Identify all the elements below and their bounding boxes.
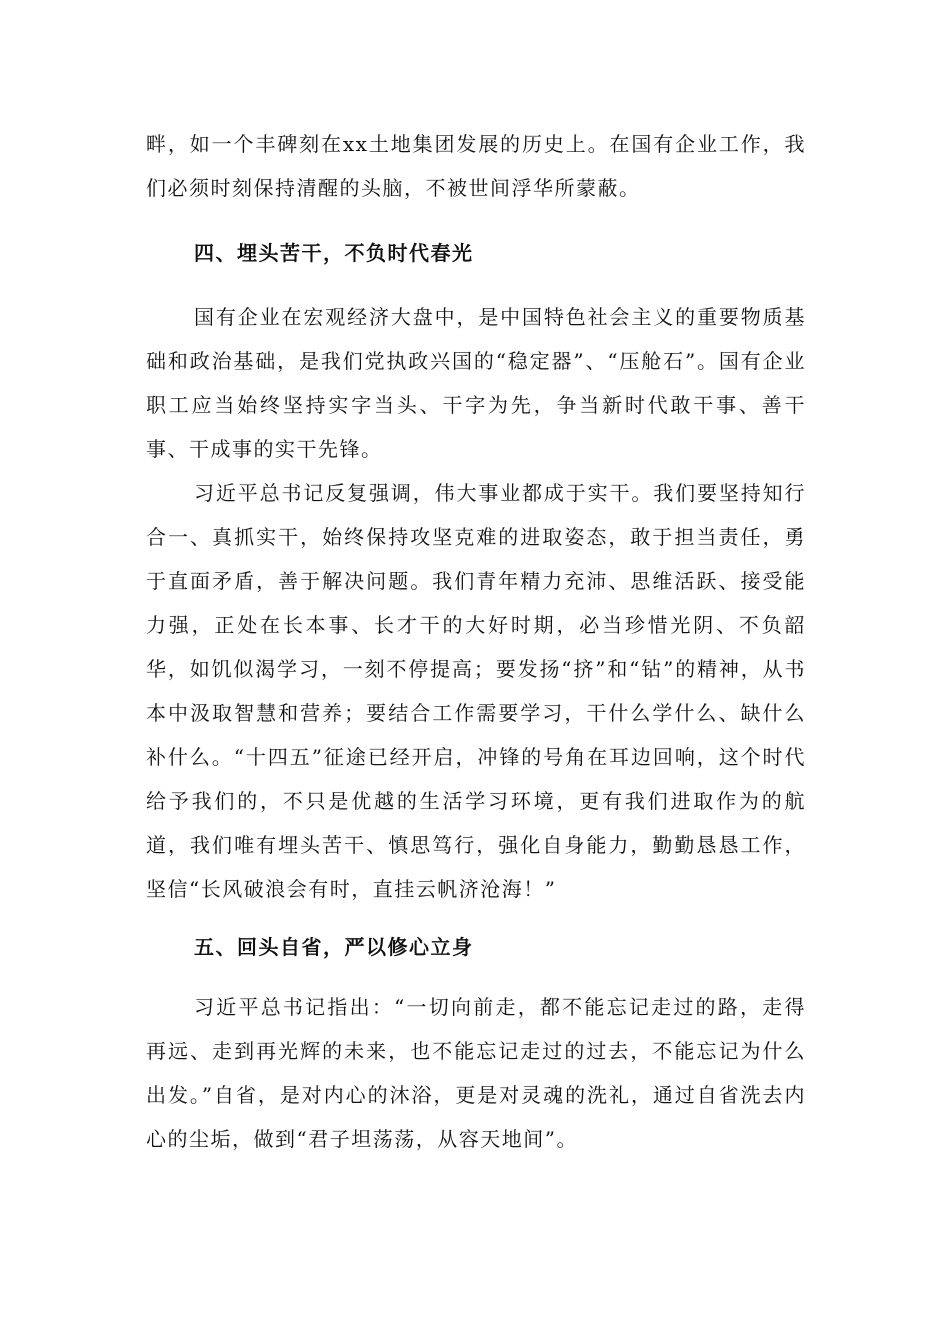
section-heading-5: 五、回头自省，严以修心立身 [194, 935, 474, 959]
spacer [146, 911, 806, 925]
paragraph-hard-work: 习近平总书记反复强调，伟大事业都成于实干。我们要坚持知行合一、真抓实干，始终保持攻坚克难的进取姿态，敢于担当责任，勇于直面矛盾，善于解决问题。我们青年精力充沛、思维活跃、接受能力强，正处在长本事、长才干的大好时期，必当珍惜光阴、不负韶华，如饥似渴学习，一刻不停提高；要发扬“挤”和“钻”的精神，从书本中汲取智慧和营养；要结合工作需要学习，干什么学什么、缺什么补什么。“十四五”征途已经开启，冲锋的号角在耳边回响，这个时代给予我们的，不只是优越的生活学习环境，更有我们进取作为的航道，我们唯有埋头苦干、慎思笃行，强化自身能力，勤勤恳恳工作，坚信“长风破浪会有时，直挂云帆济沧海！” [146, 481, 806, 901]
paragraph-self-reflection: 习近平总书记指出：“一切向前走，都不能忘记走过的路，走得再远、走到再光辉的未来，也不能忘记走过的过去，不能忘记为什么出发。”自省，是对内心的沐浴，更是对灵魂的洗礼，通过自省洗去内心的尘垢，做到“君子坦荡荡，从容天地间”。 [146, 995, 806, 1151]
spacer [146, 969, 806, 985]
document-body [146, 122, 806, 1161]
paragraph-soe-foundation: 国有企业在宏观经济大盘中，是中国特色社会主义的重要物质基础和政治基础，是我们党执政兴国的“稳定器”、“压舱石”。国有企业职工应当始终坚持实字当头、干字为先，争当新时代敢干事、善干事、干成事的实干先锋。 [146, 305, 806, 461]
paragraph-continuation: 畔，如一个丰碑刻在xx土地集团发展的历史上。在国有企业工作，我们必须时刻保持清醒的头脑，不被世间浮华所蒙蔽。 [146, 132, 806, 200]
section-heading-4: 四、埋头苦干，不负时代春光 [194, 241, 474, 265]
spacer [146, 210, 806, 231]
spacer [146, 275, 806, 295]
